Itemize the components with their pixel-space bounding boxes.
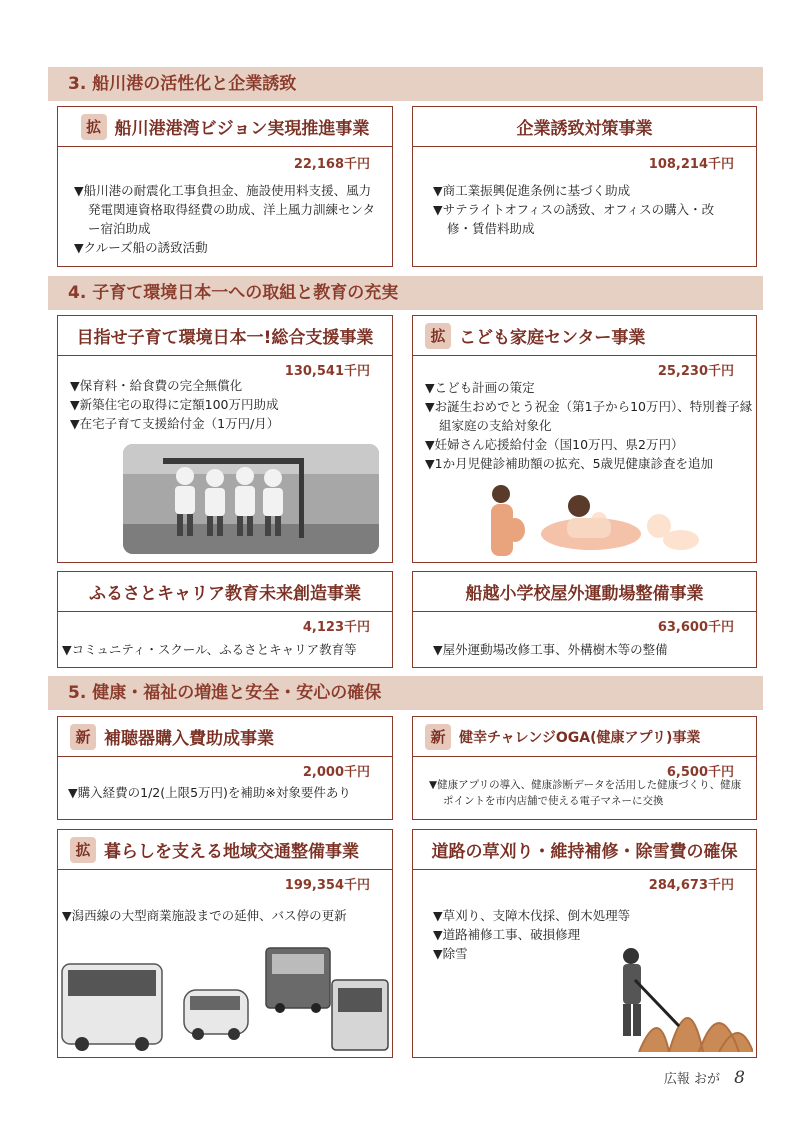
card-business-attraction (412, 106, 757, 267)
list-item: ▼コミュニティ・スクール、ふるさとキャリア教育等 (62, 642, 357, 657)
list-item: ▼草刈り、支障木伐採、倒木処理等 (433, 908, 631, 923)
card-header (58, 572, 392, 612)
card-title: 目指せ子育て環境日本一!総合支援事業 (76, 328, 374, 348)
page-number: 8 (734, 1068, 745, 1088)
card-title: 健幸チャレンジOGA(健康アプリ)事業 (459, 729, 701, 746)
item-list (70, 376, 380, 433)
new-badge: 新 (70, 724, 96, 750)
list-item: ▼健康アプリの導入、健康診断データを活用した健康づくり、健康ポイントを市内店舗で使える電子マネーに交換 (429, 779, 742, 807)
newsletter-title: 広報 おが (663, 1072, 721, 1087)
budget-amount: 284,673千円 (648, 878, 734, 893)
list-item: ▼お誕生おめでとう祝金（第1子から10万円）、特別養子縁組家庭の支給対象化 (425, 399, 753, 433)
card-health-app (412, 716, 757, 820)
card-header (413, 107, 756, 147)
card-header (413, 717, 756, 757)
card-header (58, 316, 392, 356)
expand-badge: 拡 (70, 837, 96, 863)
card-header (413, 572, 756, 612)
budget-amount: 4,123千円 (302, 620, 370, 635)
budget-amount: 130,541千円 (284, 364, 370, 379)
card-header (58, 717, 392, 757)
card-title: こども家庭センター事業 (459, 328, 646, 348)
children-playground-photo (123, 444, 379, 554)
list-item: ▼保育料・給食費の完全無償化 (70, 378, 243, 393)
list-item: ▼潟西線の大型商業施設までの延伸、バス停の更新 (62, 908, 347, 923)
card-career-education (57, 571, 393, 668)
expand-badge: 拡 (81, 114, 107, 140)
budget-amount: 108,214千円 (648, 157, 734, 172)
item-list (425, 378, 753, 473)
list-item: ▼商工業振興促進条例に基づく助成 (433, 183, 631, 198)
item-list (74, 181, 380, 257)
item-list (68, 783, 390, 802)
page-footer (664, 1068, 745, 1088)
list-item: ▼購入経費の1/2(上限5万円)を補助※対象要件あり (68, 785, 351, 800)
item-list (433, 640, 753, 659)
card-title: 船川港港湾ビジョン実現推進事業 (114, 119, 370, 139)
budget-amount: 25,230千円 (657, 364, 734, 379)
family-illustration (481, 484, 761, 558)
budget-amount: 63,600千円 (657, 620, 734, 635)
card-regional-transport (57, 829, 393, 1058)
new-badge: 新 (425, 724, 451, 750)
section-title-5: 5. 健康・福祉の増進と安全・安心の確保 (48, 676, 763, 710)
card-title: 道路の草刈り・維持補修・除雪費の確保 (431, 842, 738, 862)
budget-amount: 6,500千円 (666, 765, 734, 780)
card-header (413, 830, 756, 870)
list-item: ▼在宅子育て支援給付金（1万円/月） (70, 416, 280, 431)
card-title: 企業誘致対策事業 (516, 119, 653, 139)
card-header (58, 107, 392, 147)
item-list (62, 906, 390, 925)
item-list (433, 181, 733, 238)
card-road-maintenance (412, 829, 757, 1058)
card-title: 暮らしを支える地域交通整備事業 (104, 842, 359, 862)
budget-amount: 199,354千円 (284, 878, 370, 893)
list-item: ▼サテライトオフィスの誘致、オフィスの購入・改修・賃借料助成 (433, 202, 715, 236)
list-item: ▼妊婦さん応援給付金（国10万円、県2万円） (425, 437, 684, 452)
list-item: ▼除雪 (433, 946, 468, 961)
card-family-center (412, 315, 757, 563)
card-title: ふるさとキャリア教育未来創造事業 (89, 584, 361, 604)
card-hearing-aid (57, 716, 393, 820)
list-item: ▼こども計画の策定 (425, 380, 535, 395)
card-childcare-support (57, 315, 393, 563)
budget-amount: 2,000千円 (302, 765, 370, 780)
item-list (429, 777, 751, 809)
budget-amount: 22,168千円 (293, 157, 370, 172)
section-title-3: 3. 船川港の活性化と企業誘致 (48, 67, 763, 101)
card-header (58, 830, 392, 870)
list-item: ▼新築住宅の取得に定額100万円助成 (70, 397, 279, 412)
list-item: ▼船川港の耐震化工事負担金、施設使用料支援、風力発電関連資格取得経費の助成、洋上風力訓練センター宿泊助成 (74, 183, 376, 236)
grass-cutting-illustration (599, 944, 753, 1052)
list-item: ▼道路補修工事、破損修理 (433, 927, 581, 942)
section-title-4: 4. 子育て環境日本一への取組と教育の充実 (48, 276, 763, 310)
card-title: 船越小学校屋外運動場整備事業 (465, 584, 704, 604)
card-school-ground (412, 571, 757, 668)
item-list (62, 640, 392, 659)
card-header (413, 316, 756, 356)
card-funakawa-port (57, 106, 393, 267)
list-item: ▼1か月児健診補助額の拡充、5歳児健康診査を追加 (425, 456, 714, 471)
card-title: 補聴器購入費助成事業 (104, 729, 274, 749)
list-item: ▼クルーズ船の誘致活動 (74, 240, 208, 255)
expand-badge: 拡 (425, 323, 451, 349)
list-item: ▼屋外運動場改修工事、外構樹木等の整備 (433, 642, 668, 657)
buses-photo (60, 940, 390, 1054)
